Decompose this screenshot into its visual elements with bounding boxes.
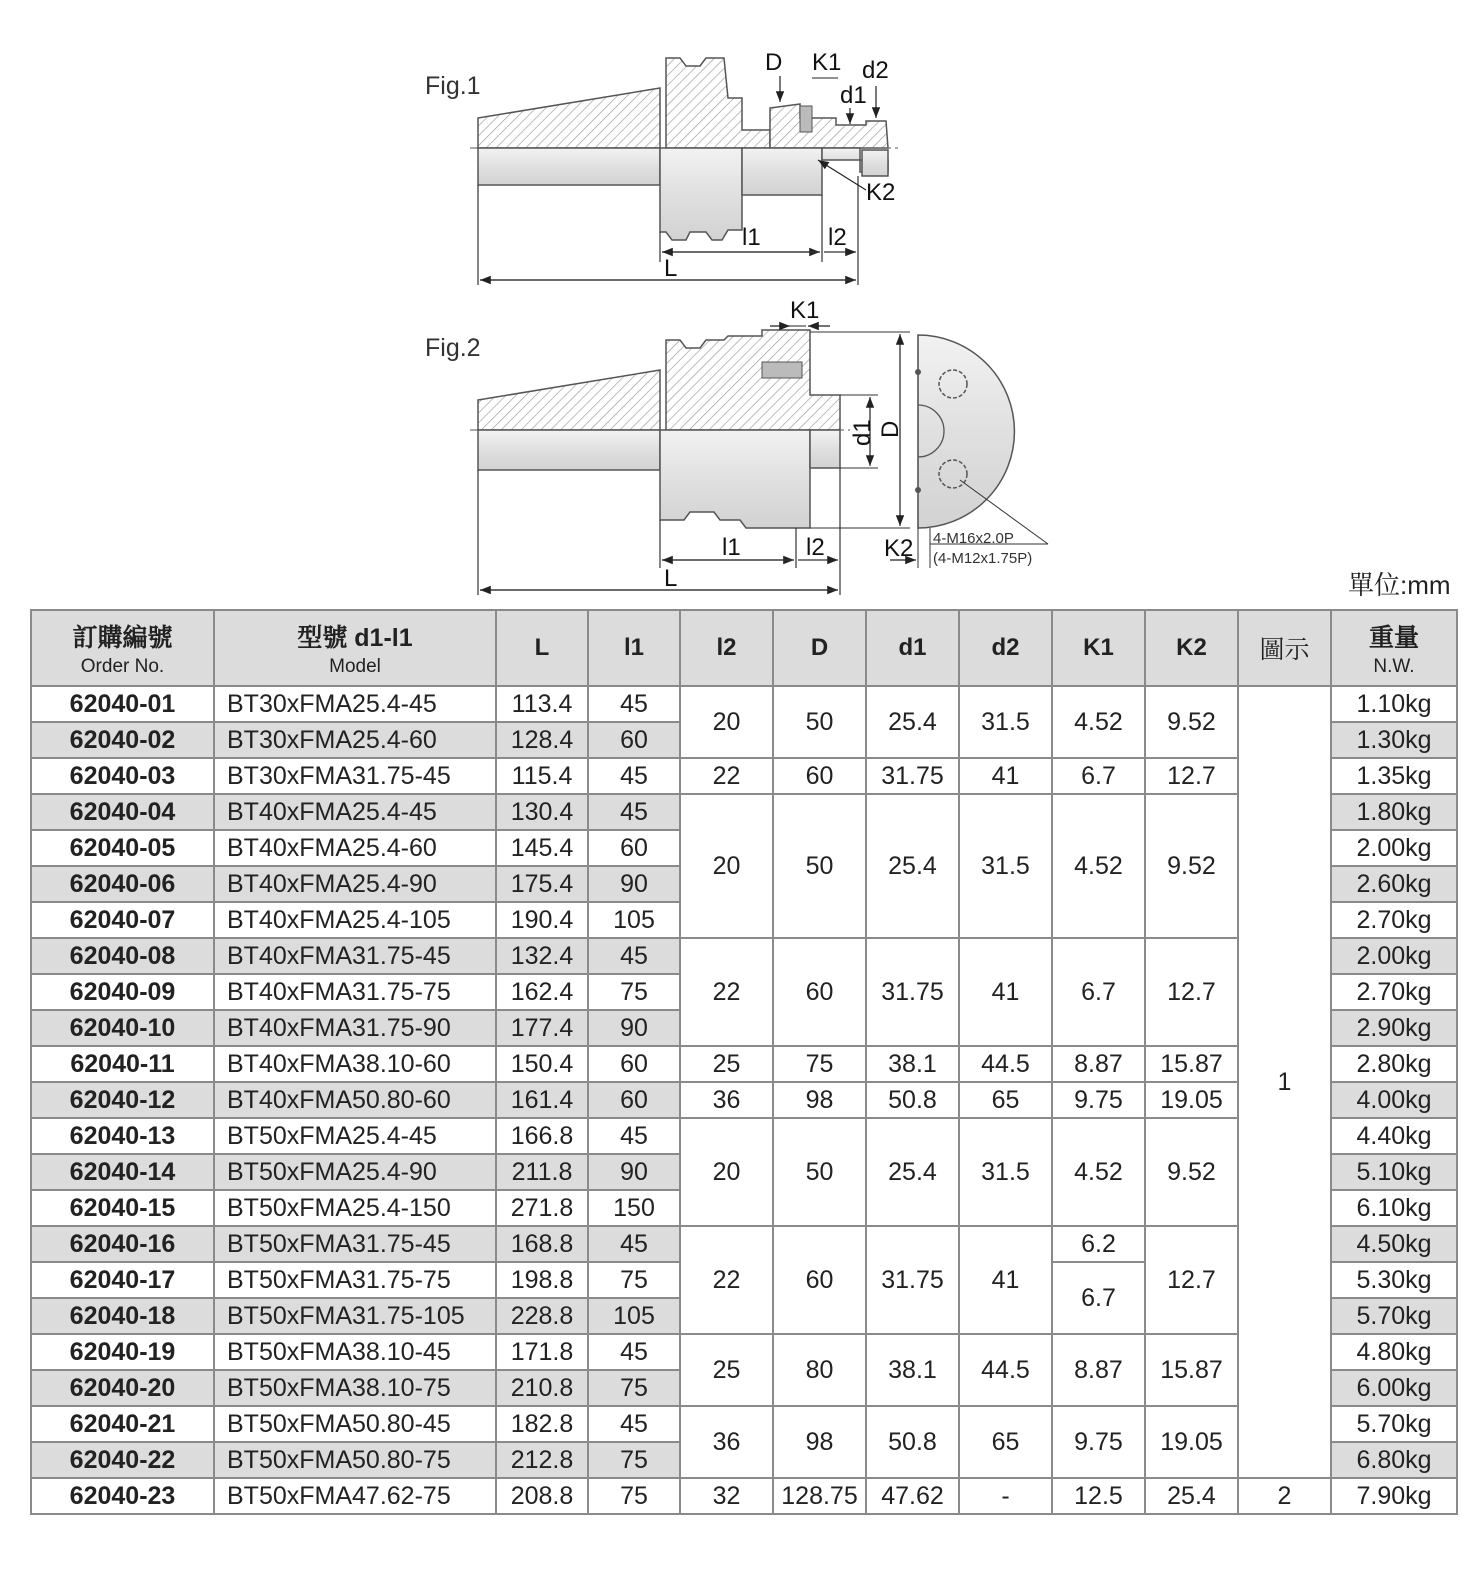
diameter-D-cell: 60 (773, 758, 866, 794)
model-cell: BT50xFMA50.80-45 (214, 1406, 496, 1442)
header-K1: K1 (1052, 610, 1145, 686)
length-l2-cell: 22 (680, 1226, 773, 1334)
model-cell: BT40xFMA38.10-60 (214, 1046, 496, 1082)
length-l1-cell: 90 (588, 1010, 680, 1046)
diameter-d2-cell: 41 (959, 1226, 1052, 1334)
spec-table (30, 609, 1458, 1515)
diameter-d2-cell: 44.5 (959, 1334, 1052, 1406)
diameter-d1-cell: 31.75 (866, 758, 959, 794)
length-L-cell: 115.4 (496, 758, 588, 794)
diameter-d1-cell: 31.75 (866, 938, 959, 1046)
fig2-thread-note-1: 4-M16x2.0P (933, 530, 1014, 547)
weight-cell: 2.00kg (1331, 938, 1457, 974)
weight-cell: 1.10kg (1331, 686, 1457, 722)
figure-ref-cell: 2 (1238, 1478, 1331, 1514)
diameter-D-cell: 98 (773, 1082, 866, 1118)
header-weight: 重量 N.W. (1331, 610, 1457, 686)
diameter-d1-cell: 31.75 (866, 1226, 959, 1334)
fig1-d2-label: d2 (862, 57, 889, 84)
weight-cell: 6.00kg (1331, 1370, 1457, 1406)
weight-cell: 1.35kg (1331, 758, 1457, 794)
K2-cell: 19.05 (1145, 1406, 1238, 1478)
length-L-cell: 171.8 (496, 1334, 588, 1370)
diameter-d2-cell: 31.5 (959, 794, 1052, 938)
K2-cell: 9.52 (1145, 794, 1238, 938)
fig2-l2-label: l2 (806, 534, 825, 561)
K1-cell: 8.87 (1052, 1046, 1145, 1082)
length-L-cell: 182.8 (496, 1406, 588, 1442)
order-number-cell: 62040-18 (31, 1298, 214, 1334)
K2-cell: 12.7 (1145, 1226, 1238, 1334)
length-l1-cell: 75 (588, 1370, 680, 1406)
fig1-K2-label: K2 (866, 179, 896, 206)
weight-cell: 1.80kg (1331, 794, 1457, 830)
fig1-D-label: D (765, 49, 783, 76)
length-L-cell: 210.8 (496, 1370, 588, 1406)
order-number-cell: 62040-16 (31, 1226, 214, 1262)
diameter-d1-cell: 25.4 (866, 686, 959, 758)
diameter-D-cell: 75 (773, 1046, 866, 1082)
K1-cell: 4.52 (1052, 686, 1145, 758)
model-cell: BT30xFMA25.4-45 (214, 686, 496, 722)
diameter-d1-cell: 25.4 (866, 794, 959, 938)
K2-cell: 12.7 (1145, 758, 1238, 794)
order-number-cell: 62040-13 (31, 1118, 214, 1154)
fig2-K1-label: K1 (790, 297, 820, 324)
model-cell: BT50xFMA38.10-45 (214, 1334, 496, 1370)
header-d1: d1 (866, 610, 959, 686)
fig1-l2-label: l2 (828, 224, 847, 251)
model-cell: BT50xFMA31.75-45 (214, 1226, 496, 1262)
model-cell: BT30xFMA31.75-45 (214, 758, 496, 794)
model-cell: BT40xFMA31.75-75 (214, 974, 496, 1010)
weight-cell: 7.90kg (1331, 1478, 1457, 1514)
diameter-D-cell: 60 (773, 1226, 866, 1334)
length-l2-cell: 32 (680, 1478, 773, 1514)
length-l1-cell: 45 (588, 1334, 680, 1370)
length-L-cell: 190.4 (496, 902, 588, 938)
order-number-cell: 62040-04 (31, 794, 214, 830)
length-L-cell: 161.4 (496, 1082, 588, 1118)
length-L-cell: 198.8 (496, 1262, 588, 1298)
diameter-D-cell: 128.75 (773, 1478, 866, 1514)
length-L-cell: 228.8 (496, 1298, 588, 1334)
weight-cell: 2.60kg (1331, 866, 1457, 902)
model-cell: BT50xFMA47.62-75 (214, 1478, 496, 1514)
length-l1-cell: 105 (588, 902, 680, 938)
fig1-d1-label: d1 (840, 82, 867, 109)
length-l2-cell: 20 (680, 1118, 773, 1226)
table-row (31, 686, 1457, 722)
diameter-d1-cell: 38.1 (866, 1334, 959, 1406)
model-cell: BT40xFMA25.4-105 (214, 902, 496, 938)
fig2-thread-note-2: (4-M12x1.75P) (933, 550, 1033, 567)
header-figure: 圖示 (1238, 610, 1331, 686)
table-row (31, 1478, 1457, 1514)
figure-2 (425, 297, 1048, 595)
length-L-cell: 166.8 (496, 1118, 588, 1154)
header-d2: d2 (959, 610, 1052, 686)
K2-cell: 12.7 (1145, 938, 1238, 1046)
length-l1-cell: 75 (588, 974, 680, 1010)
length-l2-cell: 25 (680, 1046, 773, 1082)
length-l1-cell: 60 (588, 722, 680, 758)
fig1-L-label: L (664, 255, 678, 282)
length-l1-cell: 90 (588, 866, 680, 902)
diameter-d1-cell: 25.4 (866, 1118, 959, 1226)
diameter-D-cell: 50 (773, 794, 866, 938)
diameter-d2-cell: 31.5 (959, 686, 1052, 758)
diameter-d1-cell: 47.62 (866, 1478, 959, 1514)
length-L-cell: 211.8 (496, 1154, 588, 1190)
figure-ref-cell: 1 (1238, 686, 1331, 1478)
K1-cell: 6.7 (1052, 938, 1145, 1046)
order-number-cell: 62040-02 (31, 722, 214, 758)
weight-cell: 4.40kg (1331, 1118, 1457, 1154)
header-D: D (773, 610, 866, 686)
length-l1-cell: 90 (588, 1154, 680, 1190)
model-cell: BT40xFMA31.75-90 (214, 1010, 496, 1046)
weight-cell: 6.10kg (1331, 1190, 1457, 1226)
length-l2-cell: 22 (680, 758, 773, 794)
model-cell: BT50xFMA31.75-105 (214, 1298, 496, 1334)
fig2-label: Fig.2 (425, 334, 481, 362)
header-L: L (496, 610, 588, 686)
weight-cell: 2.90kg (1331, 1010, 1457, 1046)
order-number-cell: 62040-15 (31, 1190, 214, 1226)
model-cell: BT50xFMA25.4-90 (214, 1154, 496, 1190)
length-l1-cell: 45 (588, 1226, 680, 1262)
K1-cell: 8.87 (1052, 1334, 1145, 1406)
K2-cell: 19.05 (1145, 1082, 1238, 1118)
header-K2: K2 (1145, 610, 1238, 686)
model-cell: BT50xFMA50.80-75 (214, 1442, 496, 1478)
fig2-d1-label: d1 (849, 419, 876, 446)
weight-cell: 2.70kg (1331, 902, 1457, 938)
length-l1-cell: 60 (588, 830, 680, 866)
header-l2: l2 (680, 610, 773, 686)
weight-cell: 4.50kg (1331, 1226, 1457, 1262)
diameter-d1-cell: 50.8 (866, 1406, 959, 1478)
model-cell: BT30xFMA25.4-60 (214, 722, 496, 758)
length-l1-cell: 150 (588, 1190, 680, 1226)
length-l1-cell: 60 (588, 1046, 680, 1082)
length-l1-cell: 75 (588, 1478, 680, 1514)
order-number-cell: 62040-12 (31, 1082, 214, 1118)
K1-cell: 4.52 (1052, 794, 1145, 938)
weight-cell: 2.80kg (1331, 1046, 1457, 1082)
weight-cell: 5.30kg (1331, 1262, 1457, 1298)
length-l1-cell: 105 (588, 1298, 680, 1334)
weight-cell: 4.80kg (1331, 1334, 1457, 1370)
length-L-cell: 208.8 (496, 1478, 588, 1514)
model-cell: BT40xFMA25.4-60 (214, 830, 496, 866)
diameter-d2-cell: 41 (959, 758, 1052, 794)
diameter-d1-cell: 50.8 (866, 1082, 959, 1118)
diameter-d2-cell: 31.5 (959, 1118, 1052, 1226)
diameter-d1-cell: 38.1 (866, 1046, 959, 1082)
diameter-d2-cell: 65 (959, 1406, 1052, 1478)
diameter-d2-cell: 44.5 (959, 1046, 1052, 1082)
model-cell: BT40xFMA50.80-60 (214, 1082, 496, 1118)
length-l1-cell: 45 (588, 758, 680, 794)
length-L-cell: 212.8 (496, 1442, 588, 1478)
order-number-cell: 62040-07 (31, 902, 214, 938)
weight-cell: 1.30kg (1331, 722, 1457, 758)
weight-cell: 6.80kg (1331, 1442, 1457, 1478)
length-L-cell: 145.4 (496, 830, 588, 866)
fig2-L-label: L (664, 565, 678, 592)
order-number-cell: 62040-08 (31, 938, 214, 974)
K2-cell: 25.4 (1145, 1478, 1238, 1514)
order-number-cell: 62040-19 (31, 1334, 214, 1370)
order-number-cell: 62040-22 (31, 1442, 214, 1478)
length-l2-cell: 20 (680, 794, 773, 938)
diameter-D-cell: 60 (773, 938, 866, 1046)
diameter-D-cell: 80 (773, 1334, 866, 1406)
model-cell: BT40xFMA31.75-45 (214, 938, 496, 974)
length-l2-cell: 36 (680, 1082, 773, 1118)
diameter-d2-cell: 65 (959, 1082, 1052, 1118)
K1-cell: 6.7 (1052, 1262, 1145, 1334)
length-L-cell: 128.4 (496, 722, 588, 758)
length-L-cell: 162.4 (496, 974, 588, 1010)
weight-cell: 5.70kg (1331, 1406, 1457, 1442)
K1-cell: 9.75 (1052, 1082, 1145, 1118)
model-cell: BT50xFMA31.75-75 (214, 1262, 496, 1298)
header-row (31, 610, 1457, 686)
diameter-d2-cell: 41 (959, 938, 1052, 1046)
technical-drawings (0, 0, 1480, 605)
order-number-cell: 62040-06 (31, 866, 214, 902)
weight-cell: 2.70kg (1331, 974, 1457, 1010)
model-cell: BT50xFMA38.10-75 (214, 1370, 496, 1406)
length-l1-cell: 45 (588, 938, 680, 974)
length-L-cell: 177.4 (496, 1010, 588, 1046)
length-L-cell: 175.4 (496, 866, 588, 902)
weight-cell: 2.00kg (1331, 830, 1457, 866)
header-l1: l1 (588, 610, 680, 686)
header-order-no: 訂購編號 Order No. (31, 610, 214, 686)
model-cell: BT50xFMA25.4-45 (214, 1118, 496, 1154)
K1-cell: 12.5 (1052, 1478, 1145, 1514)
length-l1-cell: 45 (588, 1118, 680, 1154)
length-L-cell: 130.4 (496, 794, 588, 830)
diameter-D-cell: 50 (773, 1118, 866, 1226)
weight-cell: 4.00kg (1331, 1082, 1457, 1118)
diameter-D-cell: 50 (773, 686, 866, 758)
length-L-cell: 113.4 (496, 686, 588, 722)
order-number-cell: 62040-17 (31, 1262, 214, 1298)
order-number-cell: 62040-21 (31, 1406, 214, 1442)
K2-cell: 15.87 (1145, 1334, 1238, 1406)
diameter-d2-cell: - (959, 1478, 1052, 1514)
fig1-l1-label: l1 (742, 224, 761, 251)
length-l2-cell: 20 (680, 686, 773, 758)
model-cell: BT40xFMA25.4-90 (214, 866, 496, 902)
length-l1-cell: 45 (588, 1406, 680, 1442)
K2-cell: 9.52 (1145, 1118, 1238, 1226)
fig2-l1-label: l1 (722, 534, 741, 561)
order-number-cell: 62040-10 (31, 1010, 214, 1046)
K2-cell: 15.87 (1145, 1046, 1238, 1082)
header-model: 型號 d1-l1 Model (214, 610, 496, 686)
length-L-cell: 168.8 (496, 1226, 588, 1262)
K1-cell: 6.7 (1052, 758, 1145, 794)
length-l1-cell: 45 (588, 794, 680, 830)
length-l1-cell: 60 (588, 1082, 680, 1118)
order-number-cell: 62040-01 (31, 686, 214, 722)
length-l1-cell: 75 (588, 1442, 680, 1478)
weight-cell: 5.10kg (1331, 1154, 1457, 1190)
order-number-cell: 62040-03 (31, 758, 214, 794)
length-l2-cell: 22 (680, 938, 773, 1046)
figure-1 (425, 49, 900, 285)
K1-cell: 4.52 (1052, 1118, 1145, 1226)
model-cell: BT50xFMA25.4-150 (214, 1190, 496, 1226)
length-l1-cell: 45 (588, 686, 680, 722)
K2-cell: 9.52 (1145, 686, 1238, 758)
length-l2-cell: 25 (680, 1334, 773, 1406)
length-L-cell: 132.4 (496, 938, 588, 974)
K1-cell: 6.2 (1052, 1226, 1145, 1262)
length-l1-cell: 75 (588, 1262, 680, 1298)
order-number-cell: 62040-09 (31, 974, 214, 1010)
fig1-label: Fig.1 (425, 72, 481, 100)
K1-cell: 9.75 (1052, 1406, 1145, 1478)
unit-label: 單位:mm (1348, 570, 1451, 600)
fig2-D-label: D (877, 420, 904, 438)
order-number-cell: 62040-23 (31, 1478, 214, 1514)
fig1-K1-label: K1 (812, 49, 842, 76)
length-l2-cell: 36 (680, 1406, 773, 1478)
order-number-cell: 62040-11 (31, 1046, 214, 1082)
length-L-cell: 271.8 (496, 1190, 588, 1226)
order-number-cell: 62040-05 (31, 830, 214, 866)
fig2-K2-label: K2 (884, 535, 914, 562)
diameter-D-cell: 98 (773, 1406, 866, 1478)
model-cell: BT40xFMA25.4-45 (214, 794, 496, 830)
order-number-cell: 62040-20 (31, 1370, 214, 1406)
order-number-cell: 62040-14 (31, 1154, 214, 1190)
length-L-cell: 150.4 (496, 1046, 588, 1082)
weight-cell: 5.70kg (1331, 1298, 1457, 1334)
